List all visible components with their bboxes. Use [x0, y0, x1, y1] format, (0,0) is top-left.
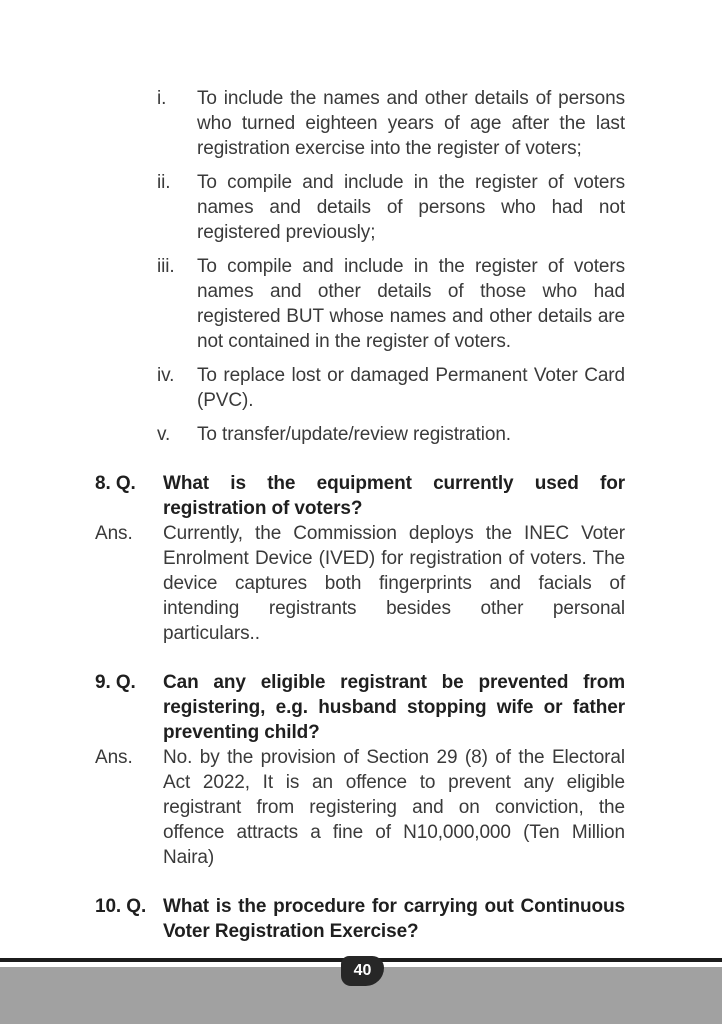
page-number: 40	[353, 962, 372, 979]
list-item-text: To transfer/update/review registration.	[197, 424, 511, 445]
list-item-text: To compile and include in the register of voters names and details of persons who had not registered previously;	[197, 172, 625, 243]
question-number-label: 10. Q.	[95, 896, 147, 917]
page-number-badge	[341, 956, 384, 986]
page-content	[95, 86, 625, 944]
list-item	[157, 254, 625, 354]
qa-block-10	[95, 894, 625, 944]
answer-row	[95, 745, 625, 870]
answer-row	[95, 521, 625, 646]
roman-numeral-list	[157, 86, 625, 447]
answer-text: No. by the provision of Section 29 (8) of the Electoral Act 2022, It is an offence to prevent any eligible registrant from registering and on conviction, the offence attracts a fine of N10,000,000 (Ten Million Naira)	[163, 747, 625, 868]
list-marker: ii.	[157, 172, 171, 193]
qa-block-9	[95, 670, 625, 870]
answer-label: Ans.	[95, 747, 133, 768]
qa-block-8	[95, 471, 625, 646]
list-item-text: To replace lost or damaged Permanent Voter Card (PVC).	[197, 365, 625, 411]
list-item	[157, 170, 625, 245]
list-item	[157, 86, 625, 161]
question-text: What is the procedure for carrying out Continuous Voter Registration Exercise?	[163, 896, 625, 942]
answer-label: Ans.	[95, 523, 133, 544]
list-item	[157, 363, 625, 413]
list-item-text: To include the names and other details of persons who turned eighteen years of age after the last registration exercise into the register of voters;	[197, 88, 625, 159]
question-text: What is the equipment currently used for registration of voters?	[163, 473, 625, 519]
list-marker: v.	[157, 424, 171, 445]
list-item	[157, 422, 625, 447]
list-marker: iii.	[157, 256, 175, 277]
question-row	[95, 670, 625, 745]
question-row	[95, 471, 625, 521]
question-number-label: 8. Q.	[95, 473, 136, 494]
list-item-text: To compile and include in the register of voters names and other details of those who had registered BUT whose names and other details are not contained in the register of voters.	[197, 256, 625, 352]
answer-text: Currently, the Commission deploys the INEC Voter Enrolment Device (IVED) for registration of voters. The device captures both fingerprints and facials of intending registrants besides other personal particulars..	[163, 523, 625, 644]
list-marker: iv.	[157, 365, 175, 386]
list-marker: i.	[157, 88, 167, 109]
question-text: Can any eligible registrant be prevented from registering, e.g. husband stopping wife or father preventing child?	[163, 672, 625, 743]
question-number-label: 9. Q.	[95, 672, 136, 693]
question-row	[95, 894, 625, 944]
